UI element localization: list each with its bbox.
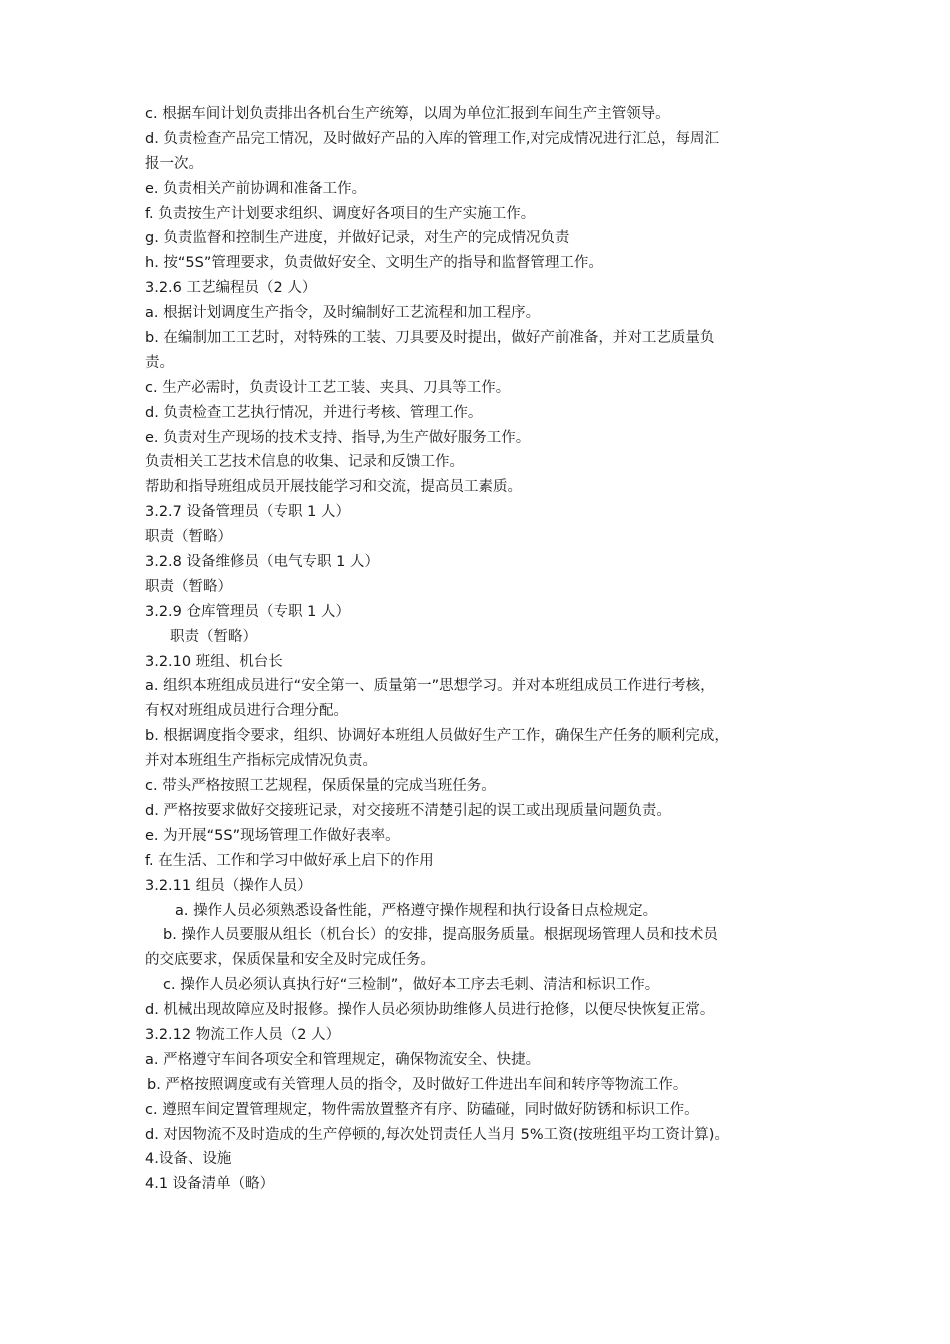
section-heading: 4.设备、设施 [145, 1151, 232, 1168]
text-line: c. 操作人员必须认真执行好“三检制”，做好本工序去毛刺、清洁和标识工作。 [163, 977, 660, 994]
text-line: a. 组织本班组成员进行“安全第一、质量第一”思想学习。并对本班组成员工作进行考核， [145, 678, 715, 695]
section-heading: 3.2.7 设备管理员（专职 1 人） [145, 504, 350, 521]
text-line: d. 机械出现故障应及时报修。操作人员必须协助维修人员进行抢修，以便尽快恢复正常。 [145, 1002, 715, 1019]
text-line: d. 严格按要求做好交接班记录，对交接班不清楚引起的误工或出现质量问题负责。 [145, 802, 671, 819]
text-line: a. 操作人员必须熟悉设备性能，严格遵守操作规程和执行设备日点检规定。 [175, 902, 658, 919]
text-line: d. 负责检查工艺执行情况，并进行考核、管理工作。 [145, 404, 483, 421]
text-line: c. 遵照车间定置管理规定，物件需放置整齐有序、防磕碰，同时做好防锈和标识工作。 [145, 1101, 699, 1118]
text-line: b. 在编制加工工艺时，对特殊的工装、刀具要及时提出，做好产前准备，并对工艺质量负 [145, 330, 715, 347]
text-line: b. 操作人员要服从组长（机台长）的安排，提高服务质量。根据现场管理人员和技术员 [163, 927, 718, 944]
text-line: 有权对班组成员进行合理分配。 [145, 703, 348, 720]
text-line: 并对本班组生产指标完成情况负责。 [145, 753, 377, 770]
text-line: h. 按“5S”管理要求，负责做好安全、文明生产的指导和监督管理工作。 [145, 255, 603, 272]
text-line: 职责（暂略） [145, 529, 232, 546]
section-heading: 3.2.10 班组、机台长 [145, 653, 283, 670]
text-line: 帮助和指导班组成员开展技能学习和交流，提高员工素质。 [145, 479, 522, 496]
text-line: f. 在生活、工作和学习中做好承上启下的作用 [145, 852, 434, 869]
text-line: g. 负责监督和控制生产进度，并做好记录，对生产的完成情况负责 [145, 230, 570, 247]
section-heading: 3.2.9 仓库管理员（专职 1 人） [145, 603, 350, 620]
text-line: e. 负责相关产前协调和准备工作。 [145, 180, 367, 197]
text-line: e. 为开展“5S”现场管理工作做好表率。 [145, 827, 400, 844]
text-line: e. 负责对生产现场的技术支持、指导,为生产做好服务工作。 [145, 429, 531, 446]
section-heading: 3.2.8 设备维修员（电气专职 1 人） [145, 554, 379, 571]
text-line: a. 根据计划调度生产指令，及时编制好工艺流程和加工程序。 [145, 305, 541, 322]
text-line: a. 严格遵守车间各项安全和管理规定，确保物流安全、快捷。 [145, 1051, 541, 1068]
text-line: c. 根据车间计划负责排出各机台生产统筹，以周为单位汇报到车间生产主管领导。 [145, 106, 670, 122]
section-heading: 3.2.11 组员（操作人员） [145, 877, 312, 894]
text-line: 负责相关工艺技术信息的收集、记录和反馈工作。 [145, 454, 464, 471]
text-line: 责。 [145, 354, 174, 371]
text-line: 职责（暂略） [170, 628, 257, 645]
text-line: c. 带头严格按照工艺规程，保质保量的完成当班任务。 [145, 778, 496, 795]
text-line: 报一次。 [145, 155, 203, 172]
text-line: f. 负责按生产计划要求组织、调度好各项目的生产实施工作。 [145, 205, 536, 222]
text-line: d. 对因物流不及时造成的生产停顿的,每次处罚责任人当月 5%工资(按班组平均工资计算)。 [145, 1126, 729, 1143]
text-line: 的交底要求，保质保量和安全及时完成任务。 [145, 952, 435, 969]
section-heading: 3.2.6 工艺编程员（2 人） [145, 280, 317, 297]
text-line: 职责（暂略） [145, 578, 232, 595]
section-heading: 3.2.12 物流工作人员（2 人） [145, 1026, 341, 1043]
text-line: b. 严格按照调度或有关管理人员的指令，及时做好工件进出车间和转序等物流工作。 [147, 1076, 688, 1093]
document-body [145, 102, 815, 1197]
text-line: b. 根据调度指令要求，组织、协调好本班组人员做好生产工作，确保生产任务的顺利完成， [145, 728, 729, 745]
section-heading: 4.1 设备清单（略） [145, 1176, 275, 1193]
text-line: d. 负责检查产品完工情况，及时做好产品的入库的管理工作,对完成情况进行汇总，每周汇 [145, 130, 720, 147]
text-line: c. 生产必需时，负责设计工艺工装、夹具、刀具等工作。 [145, 379, 511, 396]
